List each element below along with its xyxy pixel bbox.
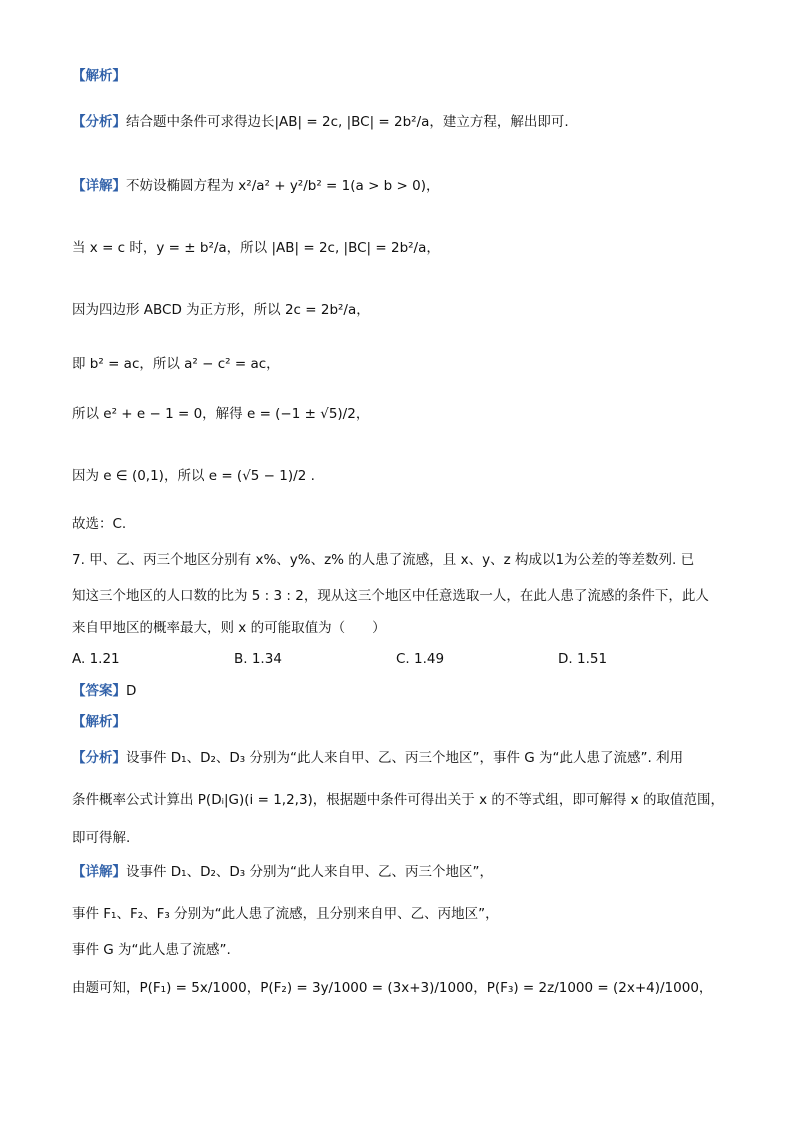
prev-jiexi-heading [72, 66, 126, 86]
problem7-detail-line3: 事件 G 为“此人患了流感”. [72, 942, 231, 958]
problem7-detail-line4: 由题可知，P(F₁) = 5x/1000，P(F₂) = 3y/1000 = (3x+3)/1000，P(F₃) = 2z/1000 = (2x+4)/1000， [72, 980, 713, 996]
problem7-stem-line2: 知这三个地区的人口数的比为 5 : 3 : 2，现从这三个地区中任意选取一人，在此人患了流感的条件下，此人 [72, 588, 709, 604]
problem7-jiexi-heading [72, 712, 126, 732]
prev-detail-line1 [72, 176, 440, 196]
problem7-stem-line3: 来自甲地区的概率最大，则 x 的可能取值为（ ） [72, 620, 386, 636]
option-b: B. 1.34 [234, 651, 282, 667]
problem7-detail-line1 [72, 862, 493, 882]
analysis-text: 设事件 D₁、D₂、D₃ 分别为“此人来自甲、乙、丙三个地区”，事件 G 为“此人患了流感”. 利用 [126, 750, 684, 766]
problem7-analysis-line1 [72, 748, 683, 768]
option-c: C. 1.49 [396, 651, 445, 667]
prev-detail-line4: 即 b² = ac，所以 a² − c² = ac， [72, 356, 280, 372]
prev-detail-line2: 当 x = c 时，y = ± b²/a，所以 |AB| = 2c, |BC| = 2b²/a， [72, 240, 440, 256]
detail-tag: 【详解】 [72, 178, 126, 194]
problem7-detail-line2: 事件 F₁、F₂、F₃ 分别为“此人患了流感，且分别来自甲、乙、丙地区”， [72, 906, 499, 922]
prev-detail-line3: 因为四边形 ABCD 为正方形，所以 2c = 2b²/a， [72, 302, 370, 318]
analysis-text: 结合题中条件可求得边长|AB| = 2c, |BC| = 2b²/a，建立方程，解出即可. [126, 114, 569, 130]
prev-analysis [72, 112, 569, 132]
problem7-analysis-line2: 条件概率公式计算出 P(Dᵢ|G)(i = 1,2,3)，根据题中条件可得出关于 x 的不等式组，即可解得 x 的取值范围， [72, 792, 724, 808]
jiexi-tag: 【解析】 [72, 68, 126, 84]
option-d: D. 1.51 [558, 651, 608, 667]
prev-detail-line5: 所以 e² + e − 1 = 0，解得 e = (−1 ± √5)/2， [72, 406, 370, 422]
jiexi-tag: 【解析】 [72, 714, 126, 730]
detail-text: 不妨设椭圆方程为 x²/a² + y²/b² = 1(a > b > 0)， [126, 178, 440, 194]
detail-tag: 【详解】 [72, 864, 126, 880]
answer-value: D [126, 683, 137, 699]
prev-detail-line6: 因为 e ∈ (0,1)，所以 e = (√5 − 1)/2 . [72, 468, 315, 484]
detail-text: 设事件 D₁、D₂、D₃ 分别为“此人来自甲、乙、丙三个地区”， [126, 864, 493, 880]
problem7-options [72, 649, 722, 669]
answer-tag: 【答案】 [72, 683, 126, 699]
problem7-answer [72, 681, 136, 701]
analysis-tag: 【分析】 [72, 114, 126, 130]
analysis-tag: 【分析】 [72, 750, 126, 766]
prev-conclusion: 故选：C. [72, 516, 127, 532]
option-a: A. 1.21 [72, 651, 120, 667]
problem7-stem-line1: 7. 甲、乙、丙三个地区分别有 x%、y%、z% 的人患了流感，且 x、y、z 构成以1为公差的等差数列. 已 [72, 552, 695, 568]
problem7-analysis-line3: 即可得解. [72, 830, 131, 846]
